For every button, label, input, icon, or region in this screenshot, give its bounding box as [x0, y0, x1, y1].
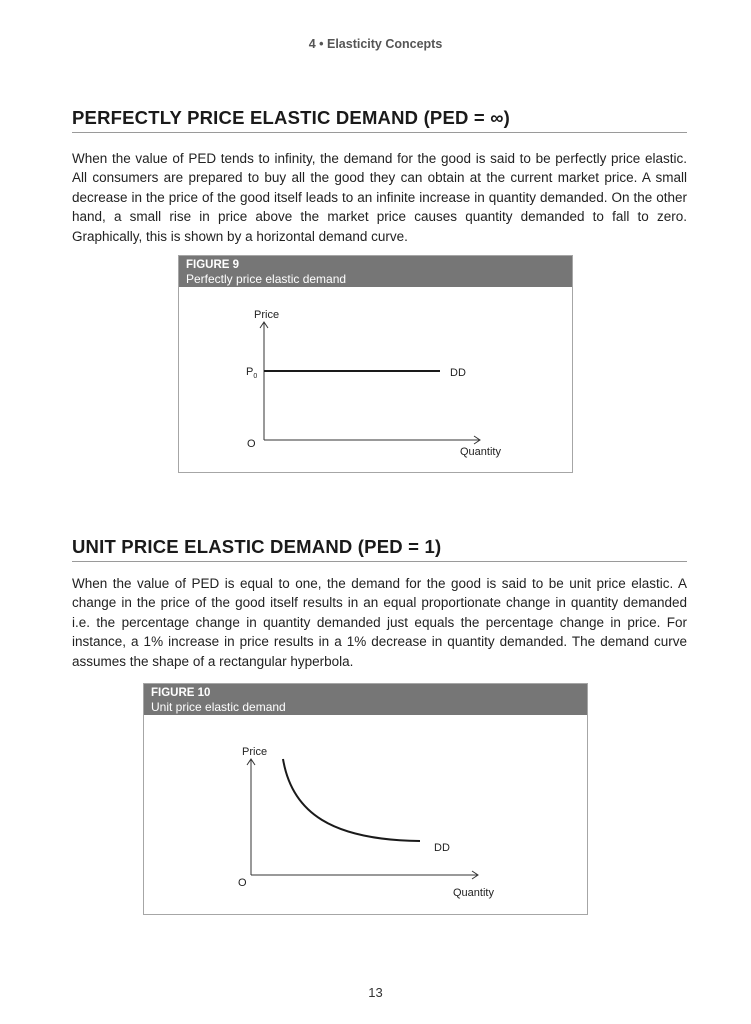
section-title-unit-elastic: UNIT PRICE ELASTIC DEMAND (PED = 1) [72, 536, 687, 562]
figure-10 [143, 683, 588, 915]
figure-9-svg [179, 287, 572, 470]
price-p0-label [246, 366, 257, 380]
figure-10-header [144, 684, 587, 715]
price-p-letter: P [246, 366, 254, 378]
y-axis-label: Price [254, 309, 280, 321]
section-title-perfectly-elastic: PERFECTLY PRICE ELASTIC DEMAND (PED = ∞) [72, 107, 687, 133]
y-axis-label: Price [242, 746, 268, 758]
figure-10-svg [144, 715, 587, 912]
origin-label: O [247, 438, 256, 450]
x-axis-label: Quantity [453, 887, 494, 899]
running-header: 4 • Elasticity Concepts [308, 37, 443, 51]
paragraph-unit-elastic: When the value of PED is equal to one, the demand for the good is said to be unit price elastic. A change in the price of the good itself results in an equal proportionate change in quantity demanded i.e. the percentage change in quantity demanded just equals the percentage change in price. For instance, a 1% increase in price results in a 1% decrease in quantity demanded. The demand curve assumes the shape of a rectangular hyperbola. [72, 576, 687, 669]
curve-label-dd: DD [450, 367, 466, 379]
figure-10-caption: Unit price elastic demand [151, 700, 286, 714]
figure-9-graph [179, 287, 572, 470]
figure-9-caption: Perfectly price elastic demand [186, 272, 347, 286]
origin-label: O [238, 877, 247, 889]
price-subscript: 0 [253, 373, 258, 380]
x-axis-label: Quantity [460, 446, 501, 458]
figure-9-header [179, 256, 572, 287]
curve-label-dd: DD [434, 842, 450, 854]
figure-10-number: FIGURE 10 [151, 687, 211, 699]
page-number: 13 [368, 985, 383, 1000]
figure-9-number: FIGURE 9 [186, 259, 240, 271]
figure-9 [178, 255, 573, 473]
demand-curve-hyperbola [283, 759, 420, 841]
paragraph-perfectly-elastic: When the value of PED tends to infinity, the demand for the good is said to be perfectly price elastic. All consumers are prepared to buy all the good they can obtain at the current market price. A small decrease in the price of the good itself leads to an infinite increase in quantity demanded. On the other hand, a small rise in price above the market price causes quantity demanded to fall to zero. Graphically, this is shown by a horizontal demand curve. [72, 151, 687, 244]
figure-10-graph [144, 715, 587, 912]
